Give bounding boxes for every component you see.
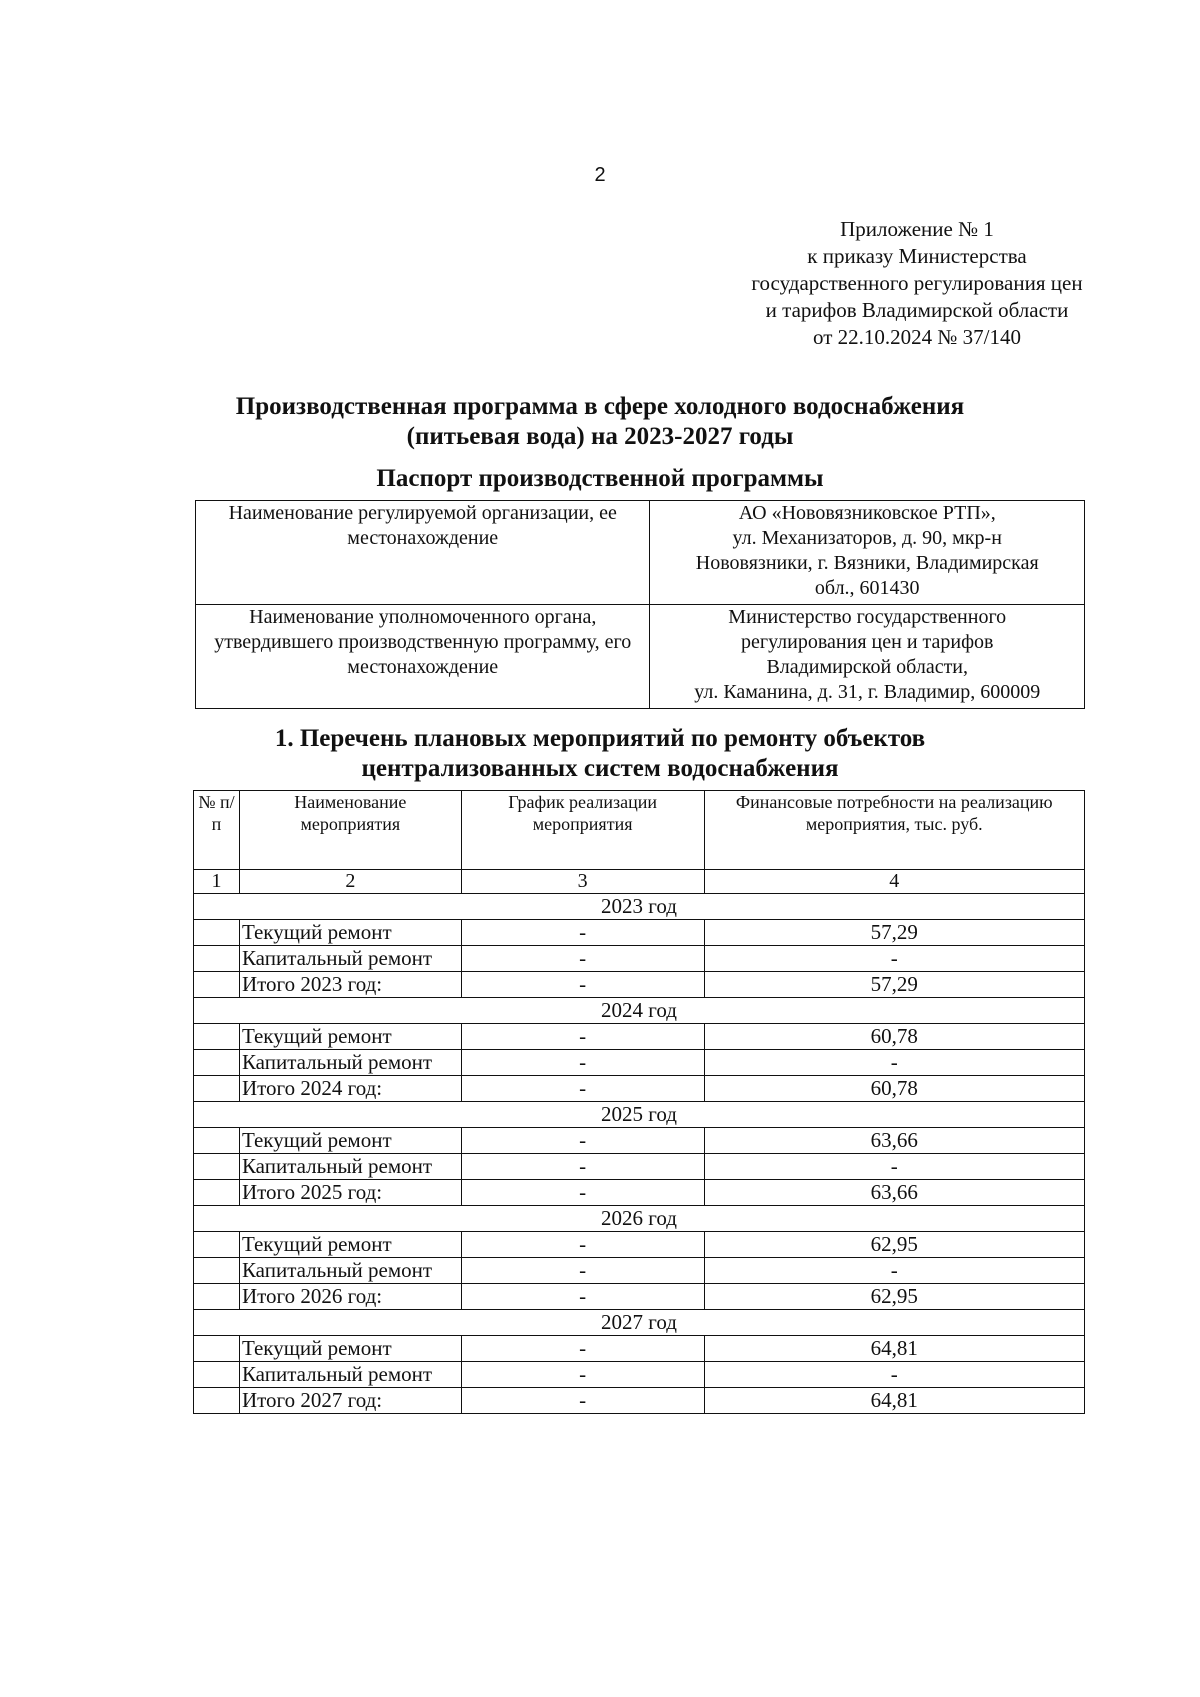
event-amount: 60,78: [704, 1024, 1085, 1050]
table-row: [194, 1336, 1085, 1362]
header-cell-schedule: График реализации мероприятия: [461, 791, 704, 870]
section-title-line: централизованных систем водоснабжения: [361, 755, 839, 782]
column-number: 4: [704, 870, 1085, 894]
year-row: [194, 894, 1085, 920]
title-line: (питьевая вода) на 2023-2027 годы: [406, 423, 794, 450]
event-schedule: -: [461, 1362, 704, 1388]
event-amount: 64,81: [704, 1388, 1085, 1414]
event-amount: 62,95: [704, 1232, 1085, 1258]
event-amount: 57,29: [704, 972, 1085, 998]
event-schedule: -: [461, 1336, 704, 1362]
appendix-line: государственного регулирования цен: [751, 271, 1083, 295]
table-row: [194, 1362, 1085, 1388]
passport-table: [195, 500, 1085, 709]
event-name: Текущий ремонт: [239, 1128, 461, 1154]
year-row: [194, 998, 1085, 1024]
event-name: Итого 2023 год:: [239, 972, 461, 998]
value-line: обл., 601430: [814, 577, 920, 599]
table-row: [194, 1128, 1085, 1154]
header-cell-num: № п/п: [194, 791, 240, 870]
table-row: [194, 946, 1085, 972]
table-row: [194, 1258, 1085, 1284]
value-line: ул. Механизаторов, д. 90, мкр-н: [732, 527, 1002, 549]
value-line: ул. Каманина, д. 31, г. Владимир, 600009: [694, 681, 1041, 703]
event-schedule: -: [461, 1024, 704, 1050]
header-cell-amount: Финансовые потребности на реализацию мероприятия, тыс. руб.: [704, 791, 1085, 870]
section-title: [200, 724, 1000, 784]
events-table: [193, 790, 1085, 1414]
table-row: [194, 1232, 1085, 1258]
table-row: [194, 920, 1085, 946]
table-row: [194, 1076, 1085, 1102]
event-name: Капитальный ремонт: [239, 1258, 461, 1284]
row-number: [194, 972, 240, 998]
document-title: [200, 392, 1000, 452]
value-line: Нововязники, г. Вязники, Владимирская: [695, 552, 1039, 574]
row-number: [194, 920, 240, 946]
event-name: Текущий ремонт: [239, 1232, 461, 1258]
row-number: [194, 1336, 240, 1362]
table-header-row: [194, 791, 1085, 870]
event-amount: 63,66: [704, 1128, 1085, 1154]
column-number: 3: [461, 870, 704, 894]
event-amount: 63,66: [704, 1180, 1085, 1206]
table-row: [194, 1024, 1085, 1050]
event-amount: -: [704, 1050, 1085, 1076]
event-amount: -: [704, 1258, 1085, 1284]
event-amount: -: [704, 1154, 1085, 1180]
row-number: [194, 1284, 240, 1310]
header-cell-name: Наименование мероприятия: [239, 791, 461, 870]
column-number-row: [194, 870, 1085, 894]
year-row: [194, 1206, 1085, 1232]
row-number: [194, 1258, 240, 1284]
event-name: Капитальный ремонт: [239, 1362, 461, 1388]
row-number: [194, 1076, 240, 1102]
event-schedule: -: [461, 1128, 704, 1154]
row-number: [194, 1388, 240, 1414]
event-schedule: -: [461, 1076, 704, 1102]
value-line: регулирования цен и тарифов: [740, 631, 994, 653]
appendix-block: [732, 216, 1102, 351]
year-label: 2024 год: [194, 998, 1085, 1024]
row-number: [194, 1362, 240, 1388]
appendix-line: Приложение № 1: [840, 217, 994, 241]
event-schedule: -: [461, 1180, 704, 1206]
year-label: 2025 год: [194, 1102, 1085, 1128]
table-row: [194, 1180, 1085, 1206]
table-row: [194, 1154, 1085, 1180]
row-number: [194, 1232, 240, 1258]
year-label: 2023 год: [194, 894, 1085, 920]
year-label: 2027 год: [194, 1310, 1085, 1336]
column-number: 2: [239, 870, 461, 894]
page-number: 2: [594, 164, 606, 186]
row-number: [194, 1154, 240, 1180]
column-number: 1: [194, 870, 240, 894]
row-number: [194, 1050, 240, 1076]
event-name: Итого 2026 год:: [239, 1284, 461, 1310]
year-row: [194, 1310, 1085, 1336]
event-amount: 64,81: [704, 1336, 1085, 1362]
event-amount: -: [704, 946, 1085, 972]
table-row: [194, 1050, 1085, 1076]
event-name: Итого 2024 год:: [239, 1076, 461, 1102]
event-schedule: -: [461, 920, 704, 946]
event-amount: 60,78: [704, 1076, 1085, 1102]
passport-row: [196, 501, 1085, 605]
value-line: Владимирской области,: [766, 656, 969, 678]
event-name: Капитальный ремонт: [239, 946, 461, 972]
row-number: [194, 946, 240, 972]
event-name: Капитальный ремонт: [239, 1050, 461, 1076]
event-amount: 57,29: [704, 920, 1085, 946]
event-schedule: -: [461, 972, 704, 998]
row-number: [194, 1180, 240, 1206]
event-schedule: -: [461, 946, 704, 972]
event-name: Итого 2027 год:: [239, 1388, 461, 1414]
appendix-line: от 22.10.2024 № 37/140: [812, 325, 1022, 349]
passport-value: [650, 501, 1085, 605]
table-row: [194, 1284, 1085, 1310]
table-row: [194, 972, 1085, 998]
passport-label: Наименование регулируемой организации, ее местонахождение: [196, 501, 650, 605]
event-amount: -: [704, 1362, 1085, 1388]
passport-label: Наименование уполномоченного органа, утвердившего производственную программу, его местонахождение: [196, 605, 650, 709]
passport-row: [196, 605, 1085, 709]
passport-value: [650, 605, 1085, 709]
event-schedule: -: [461, 1388, 704, 1414]
table-row: [194, 1388, 1085, 1414]
event-schedule: -: [461, 1232, 704, 1258]
passport-heading: Паспорт производственной программы: [376, 465, 824, 492]
value-line: Министерство государственного: [728, 606, 1007, 628]
event-amount: 62,95: [704, 1284, 1085, 1310]
event-name: Текущий ремонт: [239, 1336, 461, 1362]
event-name: Текущий ремонт: [239, 920, 461, 946]
value-line: АО «Нововязниковское РТП»,: [738, 502, 996, 524]
appendix-line: к приказу Министерства: [807, 244, 1027, 268]
year-label: 2026 год: [194, 1206, 1085, 1232]
year-row: [194, 1102, 1085, 1128]
event-schedule: -: [461, 1258, 704, 1284]
event-name: Итого 2025 год:: [239, 1180, 461, 1206]
event-schedule: -: [461, 1050, 704, 1076]
event-schedule: -: [461, 1284, 704, 1310]
row-number: [194, 1024, 240, 1050]
appendix-line: и тарифов Владимирской области: [765, 298, 1069, 322]
row-number: [194, 1128, 240, 1154]
event-name: Текущий ремонт: [239, 1024, 461, 1050]
event-schedule: -: [461, 1154, 704, 1180]
event-name: Капитальный ремонт: [239, 1154, 461, 1180]
section-title-line: 1. Перечень плановых мероприятий по ремонту объектов: [274, 725, 926, 752]
title-line: Производственная программа в сфере холодного водоснабжения: [235, 393, 965, 420]
